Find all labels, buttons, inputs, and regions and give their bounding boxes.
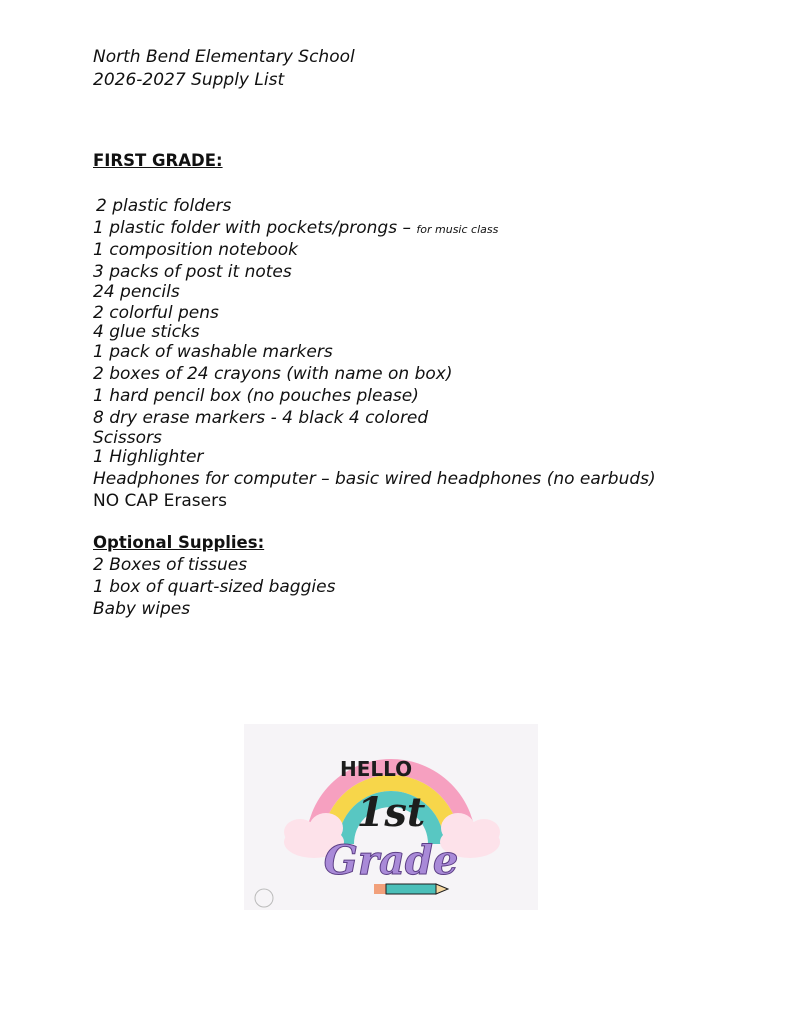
music-class-note: for music class bbox=[416, 223, 499, 236]
list-item: Headphones for computer – basic wired headphones (no earbuds) bbox=[93, 469, 656, 489]
list-item: 1 hard pencil box (no pouches please) bbox=[93, 386, 419, 406]
svg-text:HELLO bbox=[340, 757, 412, 781]
optional-heading: Optional Supplies: bbox=[93, 533, 265, 552]
list-item: 2 boxes of 24 crayons (with name on box) bbox=[93, 364, 453, 384]
pencil-icon bbox=[374, 884, 448, 894]
logo-1st: 1st bbox=[356, 789, 426, 836]
list-item: 8 dry erase markers - 4 black 4 colored bbox=[93, 408, 429, 428]
first-grade-heading: FIRST GRADE: bbox=[93, 151, 223, 170]
list-item: NO CAP Erasers bbox=[93, 491, 227, 511]
list-item: 4 glue sticks bbox=[93, 322, 200, 342]
list-item: 1 Highlighter bbox=[93, 447, 204, 467]
school-name: North Bend Elementary School bbox=[93, 47, 355, 67]
list-item: 2 Boxes of tissues bbox=[93, 555, 248, 575]
list-item: 2 plastic folders bbox=[96, 196, 232, 216]
list-item: 2 colorful pens bbox=[93, 303, 219, 323]
list-title: 2026-2027 Supply List bbox=[93, 70, 285, 90]
list-item: Scissors bbox=[93, 428, 162, 448]
list-item: 1 box of quart-sized baggies bbox=[93, 577, 336, 597]
watermark-stamp bbox=[255, 889, 273, 907]
list-item bbox=[93, 218, 498, 238]
list-item: 1 composition notebook bbox=[93, 240, 299, 260]
list-item: 1 pack of washable markers bbox=[93, 342, 333, 362]
logo-artwork bbox=[244, 724, 538, 910]
logo-hello-letter: HELLO bbox=[340, 757, 413, 781]
list-item: Baby wipes bbox=[93, 599, 191, 619]
hello-first-grade-logo bbox=[244, 724, 538, 910]
list-item-text: 1 plastic folder with pockets/prongs – bbox=[93, 218, 411, 238]
list-item: 3 packs of post it notes bbox=[93, 262, 292, 282]
list-item: 24 pencils bbox=[93, 282, 180, 302]
logo-grade: Grade bbox=[323, 837, 459, 884]
